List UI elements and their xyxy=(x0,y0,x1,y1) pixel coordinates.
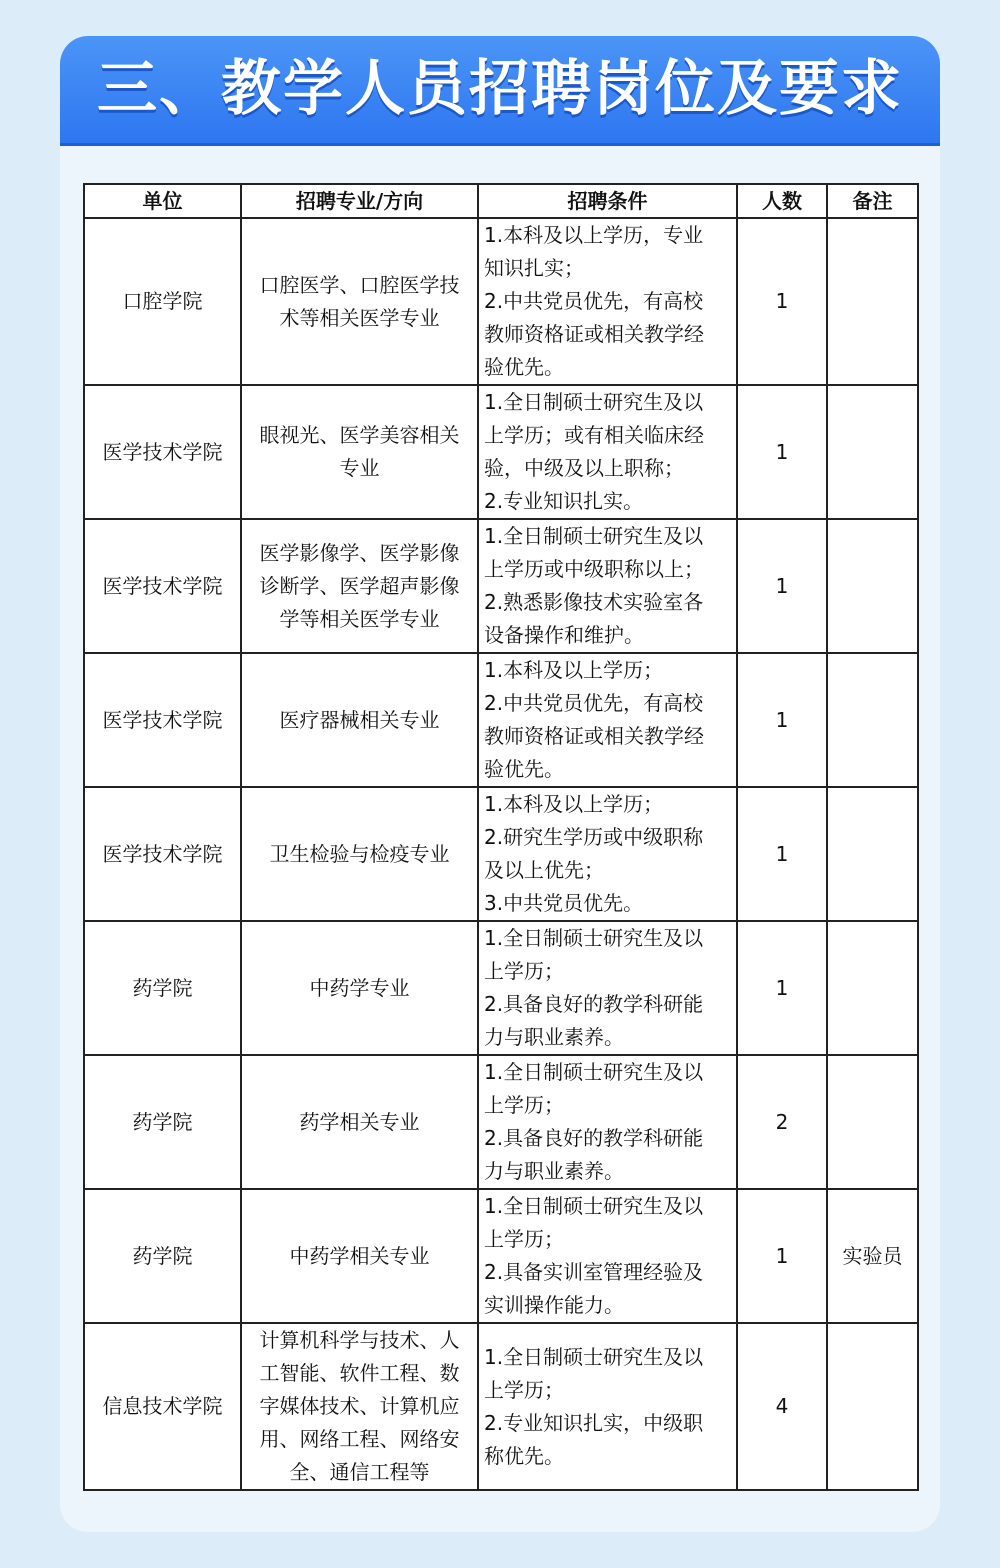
condition-line: 力与职业素养。 xyxy=(484,1159,624,1183)
unit-cell: 医学技术学院 xyxy=(84,653,241,787)
note-cell xyxy=(827,921,918,1055)
header-major: 招聘专业/方向 xyxy=(241,184,478,218)
condition-line: 2.熟悉影像技术实验室各 xyxy=(484,590,704,614)
table-row xyxy=(84,653,918,787)
section-banner xyxy=(60,36,940,146)
major-cell xyxy=(241,653,478,787)
conditions-cell xyxy=(478,1055,737,1189)
condition-line: 验优先。 xyxy=(484,757,564,781)
note-cell xyxy=(827,787,918,921)
count-cell: 1 xyxy=(737,385,827,519)
header-count: 人数 xyxy=(737,184,827,218)
condition-line: 1.全日制硕士研究生及以 xyxy=(484,1060,704,1084)
condition-line: 验优先。 xyxy=(484,355,564,379)
condition-line: 1.本科及以上学历； xyxy=(484,658,664,682)
condition-line: 1.本科及以上学历，专业 xyxy=(484,223,704,247)
count-cell: 2 xyxy=(737,1055,827,1189)
major-line: 口腔医学、口腔医学技 xyxy=(259,272,460,297)
header-unit: 单位 xyxy=(84,184,241,218)
table-body xyxy=(84,218,918,1490)
condition-line: 教师资格证或相关教学经 xyxy=(484,724,704,748)
table-row xyxy=(84,218,918,385)
condition-line: 上学历；或有相关临床经 xyxy=(484,423,704,447)
table-row xyxy=(84,385,918,519)
unit-cell: 医学技术学院 xyxy=(84,519,241,653)
condition-line: 2.中共党员优先，有高校 xyxy=(484,289,704,313)
count-cell: 1 xyxy=(737,921,827,1055)
condition-line: 1.全日制硕士研究生及以 xyxy=(484,1194,704,1218)
unit-cell: 医学技术学院 xyxy=(84,787,241,921)
condition-line: 教师资格证或相关教学经 xyxy=(484,322,704,346)
condition-line: 2.专业知识扎实。 xyxy=(484,489,644,513)
conditions-cell xyxy=(478,653,737,787)
major-line: 卫生检验与检疫专业 xyxy=(269,841,450,866)
condition-line: 上学历； xyxy=(484,959,564,983)
count-cell: 1 xyxy=(737,519,827,653)
major-cell xyxy=(241,218,478,385)
conditions-cell xyxy=(478,1189,737,1323)
table-row xyxy=(84,787,918,921)
condition-line: 2.具备实训室管理经验及 xyxy=(484,1260,704,1284)
note-cell xyxy=(827,653,918,787)
condition-line: 2.中共党员优先，有高校 xyxy=(484,691,704,715)
note-cell xyxy=(827,385,918,519)
conditions-cell xyxy=(478,921,737,1055)
condition-line: 上学历； xyxy=(484,1227,564,1251)
major-line: 眼视光、医学美容相关 xyxy=(259,423,460,447)
unit-cell: 信息技术学院 xyxy=(84,1323,241,1490)
unit-cell: 药学院 xyxy=(84,1055,241,1189)
conditions-cell xyxy=(478,1323,737,1490)
condition-line: 1.全日制硕士研究生及以 xyxy=(484,926,704,950)
major-line: 学等相关医学专业 xyxy=(279,606,440,631)
count-cell: 1 xyxy=(737,787,827,921)
count-cell: 1 xyxy=(737,653,827,787)
major-cell xyxy=(241,1055,478,1189)
header-note: 备注 xyxy=(827,184,918,218)
conditions-cell xyxy=(478,385,737,519)
condition-line: 上学历或中级职称以上； xyxy=(484,557,704,581)
header-conditions: 招聘条件 xyxy=(478,184,737,218)
major-cell xyxy=(241,385,478,519)
major-line: 专业 xyxy=(339,456,380,480)
unit-cell: 口腔学院 xyxy=(84,218,241,385)
major-line: 计算机科学与技术、人 xyxy=(259,1328,460,1352)
conditions-cell xyxy=(478,218,737,385)
note-cell: 实验员 xyxy=(827,1189,918,1323)
condition-line: 1.全日制硕士研究生及以 xyxy=(484,524,704,548)
note-cell xyxy=(827,519,918,653)
condition-line: 2.专业知识扎实，中级职 xyxy=(484,1410,704,1435)
table-header-row xyxy=(84,184,918,218)
condition-line: 1.全日制硕士研究生及以 xyxy=(484,1344,704,1369)
unit-cell: 药学院 xyxy=(84,921,241,1055)
count-cell: 1 xyxy=(737,1189,827,1323)
major-line: 工智能、软件工程、数 xyxy=(259,1361,460,1385)
table-row xyxy=(84,519,918,653)
section-title: 三、教学人员招聘岗位及要求 xyxy=(97,54,903,124)
recruitment-table xyxy=(83,183,919,1491)
major-line: 用、网络工程、网络安 xyxy=(259,1427,460,1451)
major-line: 术等相关医学专业 xyxy=(279,305,440,330)
note-cell xyxy=(827,1323,918,1490)
condition-line: 及以上优先； xyxy=(484,858,604,882)
conditions-cell xyxy=(478,787,737,921)
condition-line: 上学历； xyxy=(484,1377,564,1402)
major-line: 医疗器械相关专业 xyxy=(279,707,440,732)
table-row xyxy=(84,921,918,1055)
major-cell xyxy=(241,787,478,921)
condition-line: 力与职业素养。 xyxy=(484,1025,624,1049)
condition-line: 验，中级及以上职称； xyxy=(484,456,684,480)
count-cell: 1 xyxy=(737,218,827,385)
condition-line: 3.中共党员优先。 xyxy=(484,891,644,915)
condition-line: 2.具备良好的教学科研能 xyxy=(484,992,704,1016)
major-cell xyxy=(241,921,478,1055)
major-line: 中药学专业 xyxy=(309,975,410,1000)
condition-line: 知识扎实； xyxy=(484,256,584,280)
table-row xyxy=(84,1323,918,1490)
count-cell: 4 xyxy=(737,1323,827,1490)
major-line: 医学影像学、医学影像 xyxy=(259,540,460,565)
condition-line: 设备操作和维护。 xyxy=(484,623,644,647)
major-line: 字媒体技术、计算机应 xyxy=(259,1394,460,1418)
condition-line: 实训操作能力。 xyxy=(484,1293,624,1317)
condition-line: 1.本科及以上学历； xyxy=(484,792,664,816)
condition-line: 上学历； xyxy=(484,1093,564,1117)
recruitment-table-wrapper xyxy=(83,183,917,1483)
major-line: 中药学相关专业 xyxy=(289,1243,430,1268)
conditions-cell xyxy=(478,519,737,653)
note-cell xyxy=(827,1055,918,1189)
table-row xyxy=(84,1055,918,1189)
major-line: 药学相关专业 xyxy=(299,1109,420,1134)
major-line: 全、通信工程等 xyxy=(289,1460,430,1484)
condition-line: 1.全日制硕士研究生及以 xyxy=(484,390,704,414)
condition-line: 2.研究生学历或中级职称 xyxy=(484,825,704,849)
table-row xyxy=(84,1189,918,1323)
major-line: 诊断学、医学超声影像 xyxy=(259,573,460,598)
condition-line: 称优先。 xyxy=(484,1443,564,1468)
major-cell xyxy=(241,519,478,653)
unit-cell: 医学技术学院 xyxy=(84,385,241,519)
major-cell xyxy=(241,1323,478,1490)
major-cell xyxy=(241,1189,478,1323)
note-cell xyxy=(827,218,918,385)
condition-line: 2.具备良好的教学科研能 xyxy=(484,1126,704,1150)
unit-cell: 药学院 xyxy=(84,1189,241,1323)
